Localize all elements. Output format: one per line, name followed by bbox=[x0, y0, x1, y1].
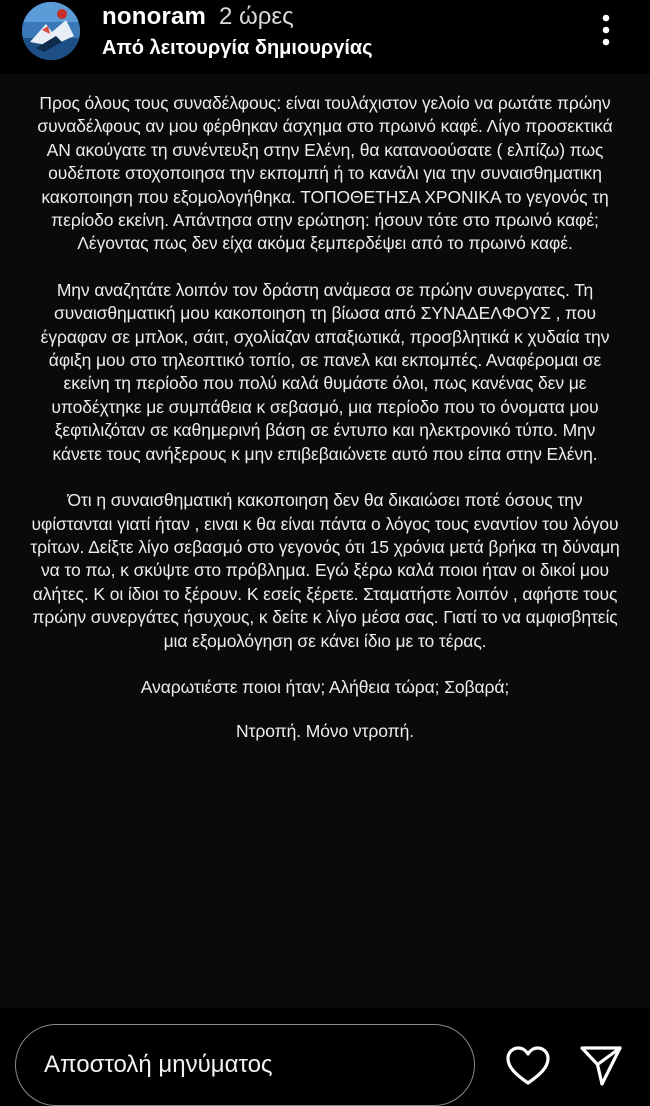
story-reply-bar bbox=[0, 1010, 650, 1106]
story-paragraph-2: Μην αναζητάτε λοιπόν τον δράστη ανάμεσα σε πρώην συνεργατες. Τη συναισθηματική μου κακοποιηση τη βίωσα από ΣΥΝΑΔΕΛΦΟΥΣ , που έγραφαν σε μπλοκ, σάιτ, σχολίαζαν απαξιωτικά, προσβλητικά κ χυδαία την άφιξη μου στο τηλεοπτικό τοπίο, σε πανελ και εκπομπές. Αναφέρομαι σε εκείνη τη περίοδο που πολύ καλά θυμάστε όλοι, πως κανένας δεν με υποδέχτηκε με συμπάθεια κ σεβασμό, μια περίοδο που το όνοματα μου ξεφτιλιζόταν σε καθημερινή βάση σε έντυπο και ηλεκτρονικό τύπο. Μην κάνετε τους ανήξερους κ μην επιβεβαιώνετε αυτό που είπα στην Ελένη. bbox=[40, 279, 610, 464]
send-icon bbox=[578, 1043, 624, 1089]
more-vertical-icon bbox=[602, 14, 610, 46]
story-timestamp: 2 ώρες bbox=[219, 3, 294, 30]
message-input[interactable] bbox=[15, 1024, 475, 1106]
story-text-block bbox=[30, 92, 620, 744]
more-options-button[interactable] bbox=[588, 12, 624, 48]
story-paragraph-1: Προς όλους τους συναδέλφους: είναι τουλάχιστον γελοίο να ρωτάτε πρώην συναδέλφους αν μου φέρθηκαν άσχημα στο πρωινό καφέ. Λίγο προσεκτικά ΑΝ ακούγατε τη συνέντευξη στην Ελένη, θα κατανοούσατε ( ελπίζω) πως ουδέποτε στοχοποιησα την εκπομπή ή το κανάλι για την συναισθηματικη κακοποιηση που εξομολογήθηκα. ΤΟΠΟΘΕΤΗΣΑ ΧΡΟΝΙΚΑ το γεγονός τη περίοδο εκείνη. Απάντησα στην ερώτηση: ήσουν τότε στο πρωινό καφέ; Λέγοντας πως δεν είχα ακόμα ξεμπερδέψει από το πρωινό καφέ. bbox=[37, 93, 613, 254]
story-header bbox=[0, 0, 650, 72]
send-button[interactable] bbox=[578, 1043, 624, 1089]
story-source-label: Από λειτουργία δημιουργίας bbox=[102, 37, 373, 59]
heart-icon bbox=[505, 1045, 551, 1087]
story-content bbox=[0, 74, 650, 1008]
username[interactable]: nonoram bbox=[102, 3, 207, 30]
story-paragraph-5: Ντροπή. Μόνο ντροπή. bbox=[236, 721, 414, 742]
avatar[interactable] bbox=[22, 2, 80, 60]
like-button[interactable] bbox=[505, 1045, 551, 1087]
story-paragraph-4: Αναρωτιέστε ποιοι ήταν; Αλήθεια τώρα; Σοβαρά; bbox=[140, 676, 510, 697]
message-input-placeholder: Αποστολή μηνύματος bbox=[44, 1051, 273, 1078]
story-paragraph-3: Ότι η συναισθηματική κακοποιηση δεν θα δικαιώσει ποτέ όσους την υφίστανται γιατί ήταν , ειναι κ θα είναι πάντα ο λόγος τους εναντίον του λόγου τρίτων. Δείξτε λίγο σεβασμό στο γεγονός ότι 15 χρόνια μετά βρήκα τη δύναμη να το πω, κ σκύψτε στο πρόβλημα. Εγώ ξέρω καλά ποιοι ήταν οι δικοί μου αλήτες. Κ οι ίδιοι το ξέρουν. Κ εσείς ξέρετε. Σταματήστε λοιπόν , αφήστε τους πρώην συνεργάτες ήσυχους, κ δείτε κ λίγο μέσα σας. Γιατί το να αμφισβητείς μια εξομολόγηση σε κάνει ίδιο με το τέρας. bbox=[30, 490, 620, 651]
avatar-image bbox=[22, 2, 80, 60]
